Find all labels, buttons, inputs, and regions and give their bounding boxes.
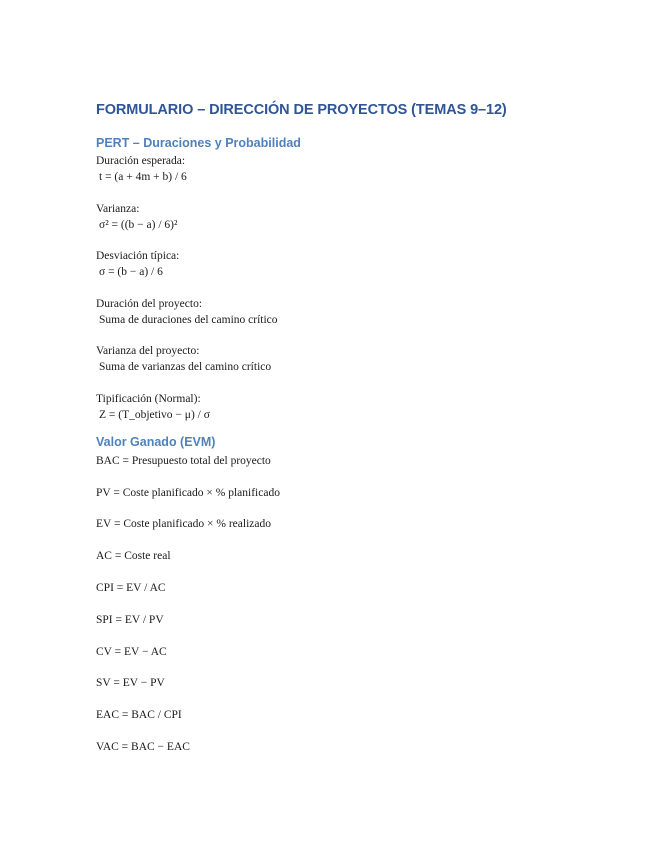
evm-formula-bac: BAC = Presupuesto total del proyecto bbox=[96, 455, 271, 467]
pert-label-normalization: Tipificación (Normal): bbox=[96, 393, 201, 405]
evm-formula-ac: AC = Coste real bbox=[96, 550, 171, 562]
evm-formula-ev: EV = Coste planificado × % realizado bbox=[96, 518, 271, 530]
evm-formula-cv: CV = EV − AC bbox=[96, 646, 167, 658]
document-title: FORMULARIO – DIRECCIÓN DE PROYECTOS (TEMAS 9–12) bbox=[96, 102, 507, 118]
pert-formula-project-duration: Suma de duraciones del camino crítico bbox=[99, 314, 278, 326]
pert-label-variance: Varianza: bbox=[96, 203, 140, 215]
pert-formula-variance: σ² = ((b − a) / 6)² bbox=[99, 219, 178, 231]
pert-label-project-variance: Varianza del proyecto: bbox=[96, 345, 200, 357]
pert-formula-project-variance: Suma de varianzas del camino crítico bbox=[99, 361, 272, 373]
evm-formula-sv: SV = EV − PV bbox=[96, 677, 165, 689]
pert-label-expected-duration: Duración esperada: bbox=[96, 155, 186, 167]
evm-formula-vac: VAC = BAC − EAC bbox=[96, 741, 190, 753]
evm-formula-eac: EAC = BAC / CPI bbox=[96, 709, 182, 721]
evm-formula-cpi: CPI = EV / AC bbox=[96, 582, 166, 594]
evm-formula-pv: PV = Coste planificado × % planificado bbox=[96, 487, 280, 499]
evm-formula-spi: SPI = EV / PV bbox=[96, 614, 164, 626]
pert-formula-std-deviation: σ = (b − a) / 6 bbox=[99, 266, 163, 278]
pert-formula-expected-duration: t = (a + 4m + b) / 6 bbox=[99, 171, 187, 183]
section-heading-pert: PERT – Duraciones y Probabilidad bbox=[96, 136, 301, 150]
pert-formula-normalization: Z = (T_objetivo − μ) / σ bbox=[99, 409, 210, 421]
pert-label-std-deviation: Desviación típica: bbox=[96, 250, 180, 262]
section-heading-evm: Valor Ganado (EVM) bbox=[96, 435, 216, 449]
pert-label-project-duration: Duración del proyecto: bbox=[96, 298, 203, 310]
